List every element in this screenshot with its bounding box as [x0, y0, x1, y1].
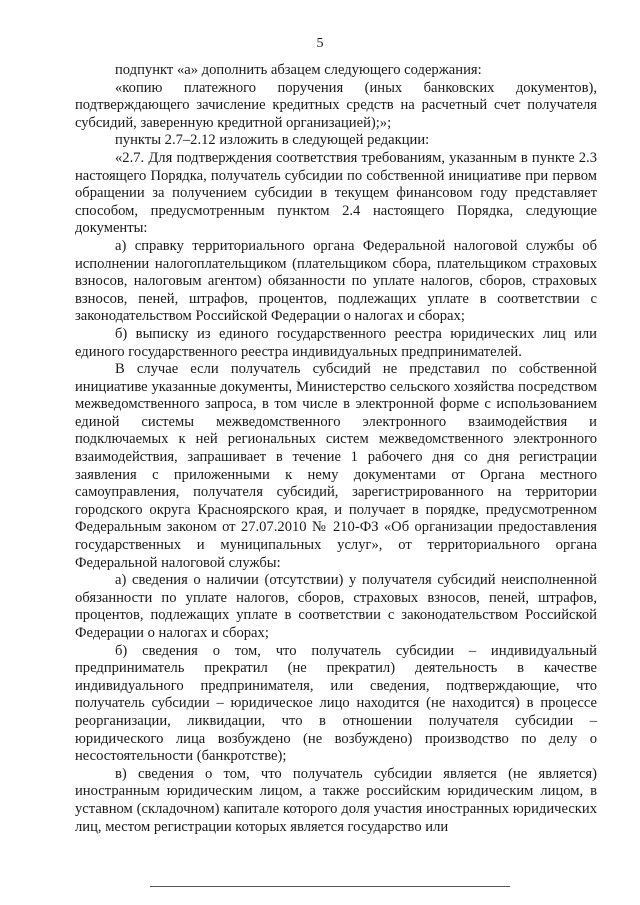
paragraph-item-a-info: а) сведения о наличии (отсутствии) у получателя субсидий неисполненной обязанности по уплате налогов, сборов, страховых взносов, пеней, штрафов, процентов, подлежащих уплате в соответствии с законодательством Российской Федерации о налогах и сборах; [75, 572, 597, 641]
paragraph-2-7: «2.7. Для подтверждения соответствия требованиям, указанным в пункте 2.3 настоящего Порядка, получатель субсидии по собственной инициативе при первом обращении за получением субсидии в текущем финансовом году представляет способом, предусмотренным пунктом 2.4 настоящего Порядка, следующие документы: [75, 149, 597, 237]
paragraph-subpoint-a: подпункт «а» дополнить абзацем следующего содержания: [115, 62, 482, 78]
paragraph-interagency-request: В случае если получатель субсидий не представил по собственной инициативе указанные документы, Министерство сельского хозяйства посредством межведомственного запроса, в том числе в электронной форме с использованием единой системы межведомственного электронного взаимодействия и подключаемых к ней региональных систем межведомственного электронного взаимодействия, запрашивает в течение 1 рабочего дня со дня регистрации заявления с приложенными к нему документами от Органа местного самоуправления, получателя субсидий, зарегистрированного на территории городского округа Красноярского края, и получает в порядке, предусмотренном Федеральным законом от 27.07.2010 № 210-ФЗ «Об организации предоставления государственных и муниципальных услуг», от территориального органа Федеральной налоговой службы: [75, 361, 597, 571]
paragraph-item-b-info: б) сведения о том, что получатель субсидии – индивидуальный предприниматель прекратил (не прекратил) деятельность в качестве индивидуального предпринимателя, или сведения, подтверждающие, что получатель субсидии – юридическое лицо находится (не находится) в процессе реорганизации, ликвидации, что в отношении получателя субсидии – юридического лица возбуждено (не возбуждено) производство по делу о несостоятельности (банкротстве); [75, 642, 597, 765]
footer-divider [150, 886, 510, 887]
paragraph-payment-copy: «копию платежного поручения (иных банковских документов), подтверждающего зачисление кредитных средств на расчетный счет получателя субсидий, заверенную кредитной организацией);»; [75, 79, 597, 131]
page-number: 5 [316, 36, 324, 51]
paragraph-item-v-info: в) сведения о том, что получатель субсидии является (не является) иностранным юридическим лицом, а также российским юридическим лицом, в уставном (складочном) капитале которого доля участия иностранных юридических лиц, местом регистрации которых является государство или [75, 765, 597, 835]
paragraph-item-a-certificate: а) справку территориального органа Федеральной налоговой службы об исполнении налогоплательщиком (плательщиком сбора, плательщиком страховых взносов, налоговым агентом) обязанности по уплате налогов, сборов, страховых взносов, пеней, штрафов, процентов, подлежащих уплате в соответствии с законодательством Российской Федерации о налогах и сборах; [75, 237, 597, 325]
paragraph-points-edit: пункты 2.7–2.12 изложить в следующей редакции: [115, 132, 430, 149]
paragraph-item-b-extract: б) выписку из единого государственного реестра юридических лиц или единого государственного реестра индивидуальных предпринимателей. [75, 325, 597, 360]
document-body [75, 62, 597, 836]
